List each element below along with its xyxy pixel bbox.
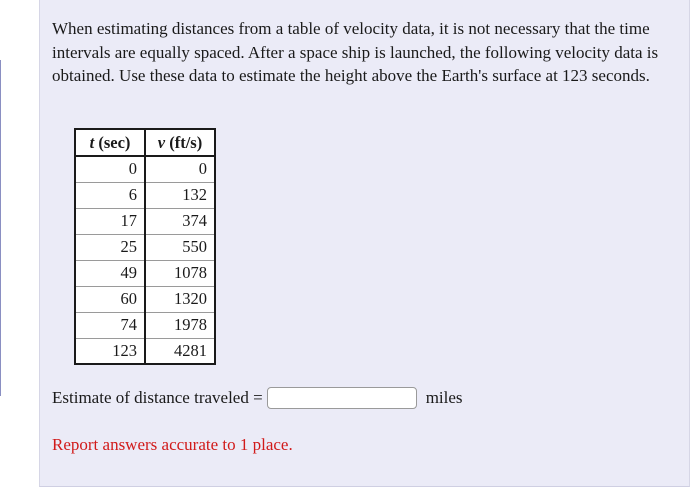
velocity-cell: 132 bbox=[145, 182, 215, 208]
velocity-cell: 374 bbox=[145, 208, 215, 234]
accuracy-note: Report answers accurate to 1 place. bbox=[52, 435, 293, 454]
table-row bbox=[75, 286, 215, 312]
left-divider bbox=[0, 60, 1, 396]
time-cell: 0 bbox=[75, 156, 145, 182]
velocity-cell: 0 bbox=[145, 156, 215, 182]
table-row bbox=[75, 234, 215, 260]
velocity-cell: 550 bbox=[145, 234, 215, 260]
time-column-header: t (sec) bbox=[75, 129, 145, 156]
table-row bbox=[75, 182, 215, 208]
velocity-cell: 1078 bbox=[145, 260, 215, 286]
table-row bbox=[75, 312, 215, 338]
distance-answer-input[interactable] bbox=[267, 387, 417, 409]
table-header-row bbox=[75, 129, 215, 156]
answer-unit: miles bbox=[425, 388, 463, 407]
question-panel bbox=[39, 0, 690, 487]
velocity-table bbox=[74, 128, 216, 365]
answer-label: Estimate of distance traveled = bbox=[52, 388, 263, 407]
table-row bbox=[75, 338, 215, 364]
velocity-cell: 4281 bbox=[145, 338, 215, 364]
velocity-cell: 1320 bbox=[145, 286, 215, 312]
answer-row bbox=[52, 385, 463, 411]
problem-text: When estimating distances from a table of velocity data, it is not necessary that the time intervals are equally spaced. After a space ship is launched, the following velocity data is obtained. Use these data to estimate the height above the Earth's surface at 123 seconds. bbox=[52, 19, 659, 85]
time-cell: 60 bbox=[75, 286, 145, 312]
time-cell: 49 bbox=[75, 260, 145, 286]
table-row bbox=[75, 156, 215, 182]
time-cell: 25 bbox=[75, 234, 145, 260]
time-cell: 6 bbox=[75, 182, 145, 208]
velocity-column-header: v (ft/s) bbox=[145, 129, 215, 156]
time-cell: 74 bbox=[75, 312, 145, 338]
table-row bbox=[75, 208, 215, 234]
time-cell: 17 bbox=[75, 208, 145, 234]
time-cell: 123 bbox=[75, 338, 145, 364]
table-row bbox=[75, 260, 215, 286]
velocity-cell: 1978 bbox=[145, 312, 215, 338]
